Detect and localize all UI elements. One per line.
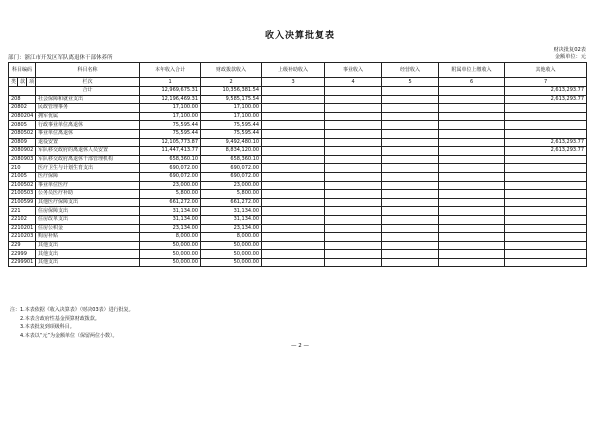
total-label: 合计 xyxy=(36,87,140,96)
table-row xyxy=(9,155,587,164)
business-income-cell xyxy=(325,224,382,233)
total-income-cell: 5,800.00 xyxy=(140,190,201,199)
table-row xyxy=(9,224,587,233)
business-income-cell xyxy=(325,241,382,250)
total-fiscal-cell: 10,356,381.54 xyxy=(201,87,262,96)
other-income-cell xyxy=(505,250,587,259)
superior-subsidy-cell xyxy=(262,215,325,224)
superior-subsidy-cell xyxy=(262,198,325,207)
subject-name-cell: 拥军优属 xyxy=(36,112,140,121)
subject-name-cell: 事业单位离退休 xyxy=(36,129,140,138)
business-income-cell xyxy=(325,104,382,113)
other-income-cell xyxy=(505,190,587,199)
other-income-cell xyxy=(505,164,587,173)
total-income-cell: 75,595.44 xyxy=(140,129,201,138)
fiscal-allocation-cell: 658,360.10 xyxy=(201,155,262,164)
subject-name-cell: 其他医疗保障支出 xyxy=(36,198,140,207)
other-income-cell xyxy=(505,121,587,130)
header-other-income: 其他收入 xyxy=(505,63,587,78)
operating-income-cell xyxy=(382,241,439,250)
table-row xyxy=(9,207,587,216)
fiscal-allocation-cell: 50,000.00 xyxy=(201,241,262,250)
department-label: 部门：浙江市开发区军队离退休干部休养所 xyxy=(8,55,113,61)
table-row xyxy=(9,250,587,259)
business-income-cell xyxy=(325,155,382,164)
header-row xyxy=(9,63,587,78)
total-income-cell: 50,000.00 xyxy=(140,258,201,267)
superior-subsidy-cell xyxy=(262,250,325,259)
subject-code-cell: 20805 xyxy=(9,121,36,130)
superior-subsidy-cell xyxy=(262,104,325,113)
table-row xyxy=(9,121,587,130)
fiscal-allocation-cell: 8,000.00 xyxy=(201,233,262,242)
operating-income-cell xyxy=(382,207,439,216)
subject-name-cell: 军队移交政府的离退休人员安置 xyxy=(36,147,140,156)
business-income-cell xyxy=(325,207,382,216)
business-income-cell xyxy=(325,198,382,207)
business-income-cell xyxy=(325,172,382,181)
affiliated-income-cell xyxy=(439,164,505,173)
fiscal-allocation-cell: 31,134.00 xyxy=(201,207,262,216)
header-fiscal-allocation: 财政拨款收入 xyxy=(201,63,262,78)
affiliated-income-cell xyxy=(439,112,505,121)
subject-code-cell: 208 xyxy=(9,95,36,104)
table-row xyxy=(9,147,587,156)
affiliated-income-cell xyxy=(439,181,505,190)
affiliated-income-cell xyxy=(439,224,505,233)
subject-name-cell: 社会保障和就业支出 xyxy=(36,95,140,104)
table-row xyxy=(9,95,587,104)
other-income-cell xyxy=(505,207,587,216)
superior-subsidy-cell xyxy=(262,95,325,104)
fiscal-allocation-cell: 17,100.00 xyxy=(201,104,262,113)
operating-income-cell xyxy=(382,104,439,113)
index-cell: 6 xyxy=(439,78,505,87)
header-business-income: 事业收入 xyxy=(325,63,382,78)
index-cell: 5 xyxy=(382,78,439,87)
operating-income-cell xyxy=(382,198,439,207)
subject-code-cell: 2100503 xyxy=(9,190,36,199)
subject-code-cell: 2210201 xyxy=(9,224,36,233)
affiliated-income-cell xyxy=(439,190,505,199)
operating-income-cell xyxy=(382,155,439,164)
business-income-cell xyxy=(325,233,382,242)
affiliated-income-cell xyxy=(439,258,505,267)
subject-code-cell: 21005 xyxy=(9,172,36,181)
operating-income-cell xyxy=(382,224,439,233)
subject-code-cell: 2080204 xyxy=(9,112,36,121)
business-income-cell xyxy=(325,250,382,259)
total-income-cell: 17,100.00 xyxy=(140,112,201,121)
business-income-cell xyxy=(325,112,382,121)
header-superior-subsidy: 上级补助收入 xyxy=(262,63,325,78)
operating-income-cell xyxy=(382,233,439,242)
other-income-cell xyxy=(505,258,587,267)
subject-code-cell: 2299901 xyxy=(9,258,36,267)
affiliated-income-cell xyxy=(439,129,505,138)
business-income-cell xyxy=(325,215,382,224)
affiliated-income-cell xyxy=(439,172,505,181)
subject-name-cell: 医疗卫生与计划生育支出 xyxy=(36,164,140,173)
total-income-cell: 50,000.00 xyxy=(140,250,201,259)
affiliated-income-cell xyxy=(439,155,505,164)
fiscal-allocation-cell: 8,834,120.00 xyxy=(201,147,262,156)
fiscal-allocation-cell: 50,000.00 xyxy=(201,258,262,267)
subject-code-cell: 22102 xyxy=(9,215,36,224)
index-cell: 2 xyxy=(201,78,262,87)
class-label-lei: 类 xyxy=(9,78,18,87)
business-income-cell xyxy=(325,181,382,190)
total-income-cell: 8,000.00 xyxy=(140,233,201,242)
fiscal-allocation-cell: 31,134.00 xyxy=(201,215,262,224)
operating-income-cell xyxy=(382,164,439,173)
other-income-cell xyxy=(505,129,587,138)
total-row xyxy=(9,87,587,96)
fiscal-allocation-cell: 23,000.00 xyxy=(201,181,262,190)
superior-subsidy-cell xyxy=(262,190,325,199)
subject-name-cell: 民政管理事务 xyxy=(36,104,140,113)
fiscal-allocation-cell: 75,595.44 xyxy=(201,121,262,130)
fiscal-allocation-cell: 661,272.00 xyxy=(201,198,262,207)
table-row xyxy=(9,138,587,147)
superior-subsidy-cell xyxy=(262,121,325,130)
operating-income-cell xyxy=(382,138,439,147)
superior-subsidy-cell xyxy=(262,164,325,173)
superior-subsidy-cell xyxy=(262,241,325,250)
subject-name-cell: 购房补贴 xyxy=(36,233,140,242)
fiscal-allocation-cell: 9,492,480.10 xyxy=(201,138,262,147)
operating-income-cell xyxy=(382,147,439,156)
superior-subsidy-cell xyxy=(262,129,325,138)
other-income-cell xyxy=(505,155,587,164)
operating-income-cell xyxy=(382,95,439,104)
fiscal-allocation-cell: 690,072.00 xyxy=(201,164,262,173)
subject-code-cell: 2210203 xyxy=(9,233,36,242)
class-label-kuan: 款 xyxy=(18,78,27,87)
superior-subsidy-cell xyxy=(262,233,325,242)
total-income-cell: 658,360.10 xyxy=(140,155,201,164)
subject-name-cell: 公务员医疗补助 xyxy=(36,190,140,199)
other-income-cell: 2,613,293.77 xyxy=(505,138,587,147)
affiliated-income-cell xyxy=(439,104,505,113)
subject-code-cell: 20802 xyxy=(9,104,36,113)
subject-code-cell: 20809 xyxy=(9,138,36,147)
total-income-cell: 12,105,773.87 xyxy=(140,138,201,147)
other-income-cell xyxy=(505,112,587,121)
business-income-cell xyxy=(325,164,382,173)
unit-label: 金额单位：元 xyxy=(554,54,586,60)
superior-subsidy-cell xyxy=(262,224,325,233)
total-income-cell: 12,196,469.31 xyxy=(140,95,201,104)
table-row xyxy=(9,164,587,173)
subject-code-cell: 2080902 xyxy=(9,147,36,156)
fiscal-allocation-cell: 690,072.00 xyxy=(201,172,262,181)
total-income-cell: 12,969,675.31 xyxy=(140,87,201,96)
header-operating-income: 经营收入 xyxy=(382,63,439,78)
operating-income-cell xyxy=(382,181,439,190)
business-income-cell xyxy=(325,258,382,267)
other-income-cell xyxy=(505,241,587,250)
table-row xyxy=(9,198,587,207)
form-code: 财决批复02表 xyxy=(553,47,586,53)
subject-code-cell: 229 xyxy=(9,241,36,250)
subject-name-cell: 医疗保障 xyxy=(36,172,140,181)
index-cell: 4 xyxy=(325,78,382,87)
superior-subsidy-cell xyxy=(262,155,325,164)
total-income-cell: 31,134.00 xyxy=(140,215,201,224)
superior-subsidy-cell xyxy=(262,172,325,181)
subject-code-cell: 221 xyxy=(9,207,36,216)
subject-name-cell: 其他支出 xyxy=(36,258,140,267)
subject-name-cell: 其他支出 xyxy=(36,241,140,250)
subject-code-cell: 2080502 xyxy=(9,129,36,138)
total-income-cell: 31,134.00 xyxy=(140,207,201,216)
page-title: 收入决算批复表 xyxy=(264,31,335,41)
total-income-cell: 17,100.00 xyxy=(140,104,201,113)
fiscal-allocation-cell: 50,000.00 xyxy=(201,250,262,259)
subject-name-cell: 住房公积金 xyxy=(36,224,140,233)
index-cell: 7 xyxy=(505,78,587,87)
table-row xyxy=(9,233,587,242)
table-row xyxy=(9,129,587,138)
class-label-xiang: 项 xyxy=(27,78,36,87)
subject-name-cell: 住房改革支出 xyxy=(36,215,140,224)
note-line: 注：1.本表依据《收入决算表》（财决03表）进行批复。 xyxy=(10,307,134,313)
total-income-cell: 11,447,413.77 xyxy=(140,147,201,156)
fiscal-allocation-cell: 23,134.00 xyxy=(201,224,262,233)
page-number: — 2 — xyxy=(291,343,309,349)
business-income-cell xyxy=(325,138,382,147)
header-code: 科目编码 xyxy=(9,63,36,78)
header-total-income: 本年收入合计 xyxy=(140,63,201,78)
subject-name-cell: 军队移交政府离退休干部管理机构 xyxy=(36,155,140,164)
operating-income-cell xyxy=(382,258,439,267)
superior-subsidy-cell xyxy=(262,258,325,267)
operating-income-cell xyxy=(382,129,439,138)
other-income-cell xyxy=(505,104,587,113)
subject-name-cell: 行政事业单位离退休 xyxy=(36,121,140,130)
affiliated-income-cell xyxy=(439,241,505,250)
subject-code-cell: 22999 xyxy=(9,250,36,259)
table-row xyxy=(9,241,587,250)
subject-name-cell: 事业单位医疗 xyxy=(36,181,140,190)
other-income-cell xyxy=(505,215,587,224)
note-line: 4.本表以“元”为金额单位（保留两位小数）。 xyxy=(20,332,118,339)
header-name: 科目名称 xyxy=(36,63,140,78)
superior-subsidy-cell xyxy=(262,147,325,156)
business-income-cell xyxy=(325,129,382,138)
table-row xyxy=(9,172,587,181)
operating-income-cell xyxy=(382,112,439,121)
operating-income-cell xyxy=(382,250,439,259)
table-row xyxy=(9,215,587,224)
other-income-cell: 2,613,293.77 xyxy=(505,95,587,104)
subject-name-cell: 退役安置 xyxy=(36,138,140,147)
index-label: 栏次 xyxy=(36,78,140,87)
notes xyxy=(10,306,134,340)
index-cell: 1 xyxy=(140,78,201,87)
other-income-cell xyxy=(505,172,587,181)
superior-subsidy-cell xyxy=(262,112,325,121)
table-row xyxy=(9,112,587,121)
table-row xyxy=(9,181,587,190)
affiliated-income-cell xyxy=(439,207,505,216)
superior-subsidy-cell xyxy=(262,181,325,190)
business-income-cell xyxy=(325,190,382,199)
total-income-cell: 690,072.00 xyxy=(140,172,201,181)
total-income-cell: 690,072.00 xyxy=(140,164,201,173)
business-income-cell xyxy=(325,95,382,104)
fiscal-allocation-cell: 9,585,175.54 xyxy=(201,95,262,104)
affiliated-income-cell xyxy=(439,250,505,259)
affiliated-income-cell xyxy=(439,95,505,104)
subject-name-cell: 其他支出 xyxy=(36,250,140,259)
table-row xyxy=(9,190,587,199)
other-income-cell xyxy=(505,198,587,207)
operating-income-cell xyxy=(382,172,439,181)
index-row xyxy=(9,78,587,87)
fiscal-allocation-cell: 17,100.00 xyxy=(201,112,262,121)
affiliated-income-cell xyxy=(439,147,505,156)
note-line: 3.本表批复到项级科目。 xyxy=(20,324,75,331)
superior-subsidy-cell xyxy=(262,207,325,216)
subject-code-cell: 2100502 xyxy=(9,181,36,190)
other-income-cell xyxy=(505,181,587,190)
superior-subsidy-cell xyxy=(262,138,325,147)
affiliated-income-cell xyxy=(439,138,505,147)
fiscal-allocation-cell: 75,595.44 xyxy=(201,129,262,138)
subject-code-cell: 210 xyxy=(9,164,36,173)
total-income-cell: 23,134.00 xyxy=(140,224,201,233)
business-income-cell xyxy=(325,147,382,156)
affiliated-income-cell xyxy=(439,233,505,242)
subject-name-cell: 住房保障支出 xyxy=(36,207,140,216)
total-income-cell: 75,595.44 xyxy=(140,121,201,130)
table-row xyxy=(9,104,587,113)
subject-code-cell: 2100599 xyxy=(9,198,36,207)
business-income-cell xyxy=(325,121,382,130)
total-income-cell: 23,000.00 xyxy=(140,181,201,190)
income-table xyxy=(8,62,587,267)
operating-income-cell xyxy=(382,121,439,130)
other-income-cell xyxy=(505,224,587,233)
subject-code-cell: 2080903 xyxy=(9,155,36,164)
total-income-cell: 50,000.00 xyxy=(140,241,201,250)
total-income-cell: 661,272.00 xyxy=(140,198,201,207)
affiliated-income-cell xyxy=(439,121,505,130)
operating-income-cell xyxy=(382,190,439,199)
other-income-cell xyxy=(505,233,587,242)
index-cell: 3 xyxy=(262,78,325,87)
operating-income-cell xyxy=(382,215,439,224)
affiliated-income-cell xyxy=(439,198,505,207)
note-line: 2.本表含政府性基金预算财政拨款。 xyxy=(20,315,100,322)
fiscal-allocation-cell: 5,800.00 xyxy=(201,190,262,199)
affiliated-income-cell xyxy=(439,215,505,224)
table-row xyxy=(9,258,587,267)
header-affiliated-income: 附属单位上缴收入 xyxy=(439,63,505,78)
total-other-cell: 2,613,293.77 xyxy=(505,87,587,96)
other-income-cell: 2,613,293.77 xyxy=(505,147,587,156)
